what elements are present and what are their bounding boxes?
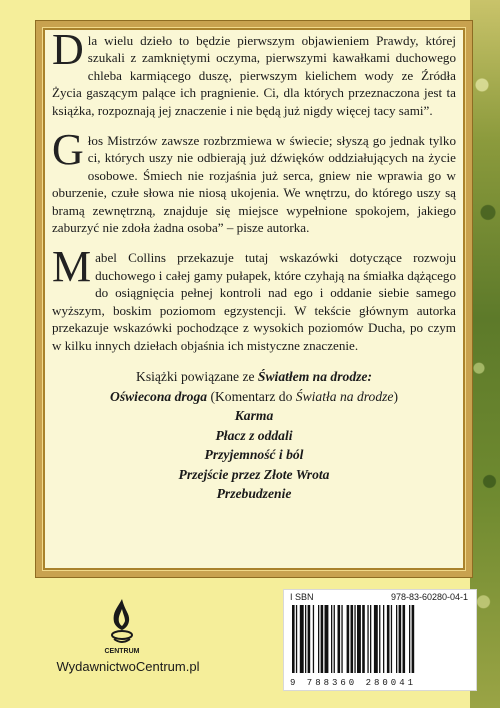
- barcode-bar: [374, 605, 378, 673]
- barcode-bar: [305, 605, 306, 673]
- back-cover-text: [52, 25, 456, 504]
- barcode-bar: [351, 605, 354, 673]
- barcode-bar: [379, 605, 380, 673]
- dropcap: G: [52, 125, 84, 175]
- barcode-bar: [296, 605, 297, 673]
- related-book-2: Karma: [234, 408, 274, 424]
- related-books-heading: Książki powiązane ze Światłem na drodze:: [136, 368, 372, 384]
- publisher-url[interactable]: WydawnictwoCentrum.pl: [56, 659, 200, 674]
- barcode-bar: [347, 605, 350, 673]
- barcode-bar: [387, 605, 390, 673]
- barcode-bar: [308, 605, 311, 673]
- barcode-bar: [318, 605, 319, 673]
- barcode-bar: [362, 605, 365, 673]
- related-book-6: Przebudzenie: [216, 486, 292, 502]
- barcode-bar: [391, 605, 392, 673]
- related-book-4: Przyjemność i ból: [204, 447, 304, 463]
- related-book-1: Oświecona droga (Komentarz do Światła na drodze): [110, 388, 398, 404]
- dropcap: M: [52, 242, 92, 292]
- paragraph-3: [52, 242, 456, 353]
- paragraph-1: [52, 25, 456, 119]
- barcode-bar: [403, 605, 406, 673]
- barcode-bar: [331, 605, 332, 673]
- centrum-logo: [92, 597, 152, 655]
- barcode-bars: [292, 605, 468, 673]
- barcode-bar: [341, 605, 342, 673]
- barcode-bar: [321, 605, 324, 673]
- isbn-label: I SBN: [290, 592, 314, 602]
- barcode-bar: [370, 605, 371, 673]
- barcode-bar: [334, 605, 335, 673]
- related-book-5: Przejście przez Złote Wrota: [178, 466, 330, 482]
- barcode-bar: [292, 605, 295, 673]
- isbn-barcode: [283, 589, 477, 691]
- barcode-bar: [396, 605, 397, 673]
- barcode-bar: [354, 605, 355, 673]
- paragraph-text: la wielu dzieło to będzie pierwszym objawieniem Prawdy, której szukali z zamkniętymi oczyma, pierwszymi kawałkami duchowego chleba karmiącego duszę, pierwszym kielichem wody ze Źródła Życia gaszącym palące ich pragnienie. Ci, dla których przeznaczona jest ta książka, rozpoznają jej znaczenie i nie będą już nigdy więcej tacy sami”.: [52, 33, 456, 118]
- isbn-number: 978-83-60280-04-1: [390, 592, 468, 602]
- barcode-bar: [313, 605, 314, 673]
- barcode-bar: [367, 605, 368, 673]
- paragraph-text: abel Collins przekazuje tutaj wskazówki dotyczące rozwoju duchowego i całej gamy pułapek, które czyhają na śmiałka dążącego do osiągnięcia pełnej kontroli nad ego i oddanie siebie samego wyższym, boskim poziomom egzystencji. W tekście głównym autorka przekazuje wskazówki pochodzące z wysokich poziomów Ducha, po czym w kilku innych dziełach objaśnia ich mistyczne znaczenie.: [52, 250, 456, 353]
- logo-text: CENTRUM: [104, 648, 140, 655]
- barcode-bar: [409, 605, 410, 673]
- barcode-digits: 9 788360 280041: [290, 678, 417, 688]
- paragraph-2: [52, 125, 456, 236]
- barcode-bar: [300, 605, 304, 673]
- barcode-bar: [383, 605, 384, 673]
- dropcap: D: [52, 25, 84, 74]
- barcode-bar: [357, 605, 361, 673]
- barcode-bar: [325, 605, 329, 673]
- barcode-bar: [338, 605, 341, 673]
- related-book-3: Płacz z oddali: [215, 427, 293, 443]
- related-books: [52, 367, 456, 504]
- barcode-bar: [399, 605, 402, 673]
- barcode-bar: [412, 605, 415, 673]
- paragraph-text: łos Mistrzów zawsze rozbrzmiewa w świecie; słyszą go jednak tylko ci, których uszy nie odbierają już dźwięków oddziałujących na życie osobowe. Śmiech nie rozjaśnia już serca, gniew nie wprawia go w oburzenie, czułe słowa nie niosą ukojenia. We wnętrzu, do którego uszy są bramą zewnętrzną, znajduje się miejsce wypełnione spokojem, jakiego zaburzyć nie zdoła żadna osoba” – pisze autorka.: [52, 133, 456, 236]
- flame-logo-icon: [92, 597, 152, 655]
